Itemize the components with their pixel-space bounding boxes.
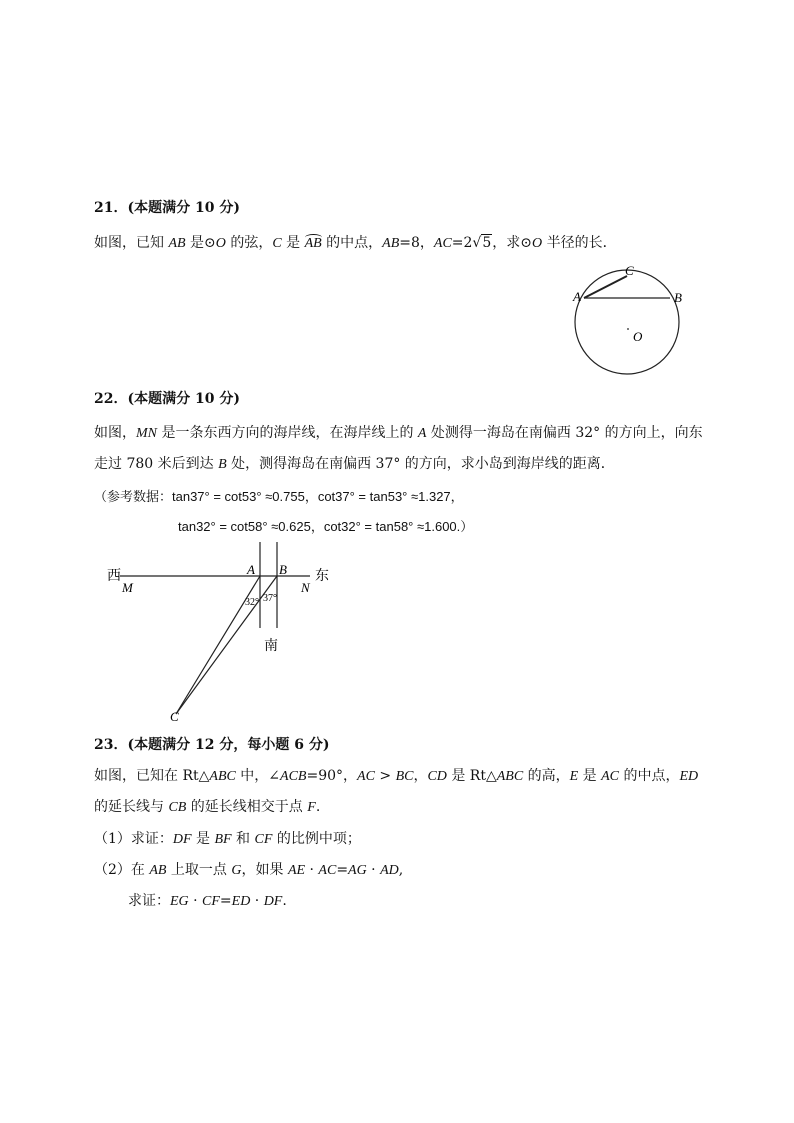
label-west: 西	[107, 569, 121, 584]
label-east: 东	[315, 569, 329, 584]
q23-heading: 23．(本题满分 12 分，每小题 6 分)	[94, 737, 330, 753]
center-dot	[627, 328, 629, 330]
label-c: C	[170, 709, 179, 724]
label-b: B	[674, 290, 682, 305]
sqrt-sign: √	[472, 235, 482, 251]
label-angle-32: 32°	[245, 597, 259, 608]
q22-line1: 如图，MN 是一条东西方向的海岸线，在海岸线上的 A 处测得一海岛在南偏西 32° 的方向上，向东	[94, 425, 703, 441]
coast-figure	[100, 540, 360, 730]
label-m: M	[122, 580, 133, 595]
circle-figure	[560, 255, 710, 390]
q22-heading: 22．(本题满分 10 分)	[94, 391, 240, 407]
label-b: B	[279, 562, 287, 577]
q23-line2: 的延长线与 CB 的延长线相交于点 F.	[94, 799, 321, 815]
q23-sub1: （1）求证：DF 是 BF 和 CF 的比例中项；	[94, 831, 361, 847]
q21-heading: 21．(本题满分 10 分)	[94, 200, 240, 216]
sightline-bc	[176, 576, 277, 714]
q23-sub2-proof: 求证：EG · CF=ED · DF.	[128, 893, 287, 909]
q22-reference-2: tan32° = cot58° ≈0.625，cot32° = tan58° ≈1.600.）	[178, 519, 474, 534]
label-c: C	[625, 263, 634, 278]
label-angle-37: 37°	[263, 593, 277, 604]
q23-sub2: （2）在 AB 上取一点 G，如果 AE · AC=AG · AD,	[94, 862, 404, 878]
q22-line2: 走过 780 米后到达 B 处，测得海岛在南偏西 37° 的方向，求小岛到海岸线的距离．	[94, 456, 615, 472]
q21-text: 如图，已知 AB 是⊙O 的弦，C 是 AB 的中点，AB=8，AC=2√5，求⊙O 半径的长．	[94, 235, 617, 251]
label-o: O	[633, 329, 643, 344]
sqrt-radicand: 5	[482, 235, 492, 251]
q23-line1: 如图，已知在 Rt△ABC 中，∠ACB=90°，AC > BC，CD 是 Rt△ABC 的高，E 是 AC 的中点，ED	[94, 768, 699, 784]
arc-ab: AB	[304, 236, 322, 251]
label-south: 南	[264, 639, 278, 654]
circle-o	[575, 270, 679, 374]
label-n: N	[301, 580, 310, 595]
label-a: A	[573, 289, 581, 304]
segment-ac	[584, 276, 627, 298]
q22-reference-1: （参考数据：tan37° = cot53° ≈0.755，cot37° = tan53° ≈1.327，	[94, 489, 464, 504]
label-a: A	[247, 562, 255, 577]
